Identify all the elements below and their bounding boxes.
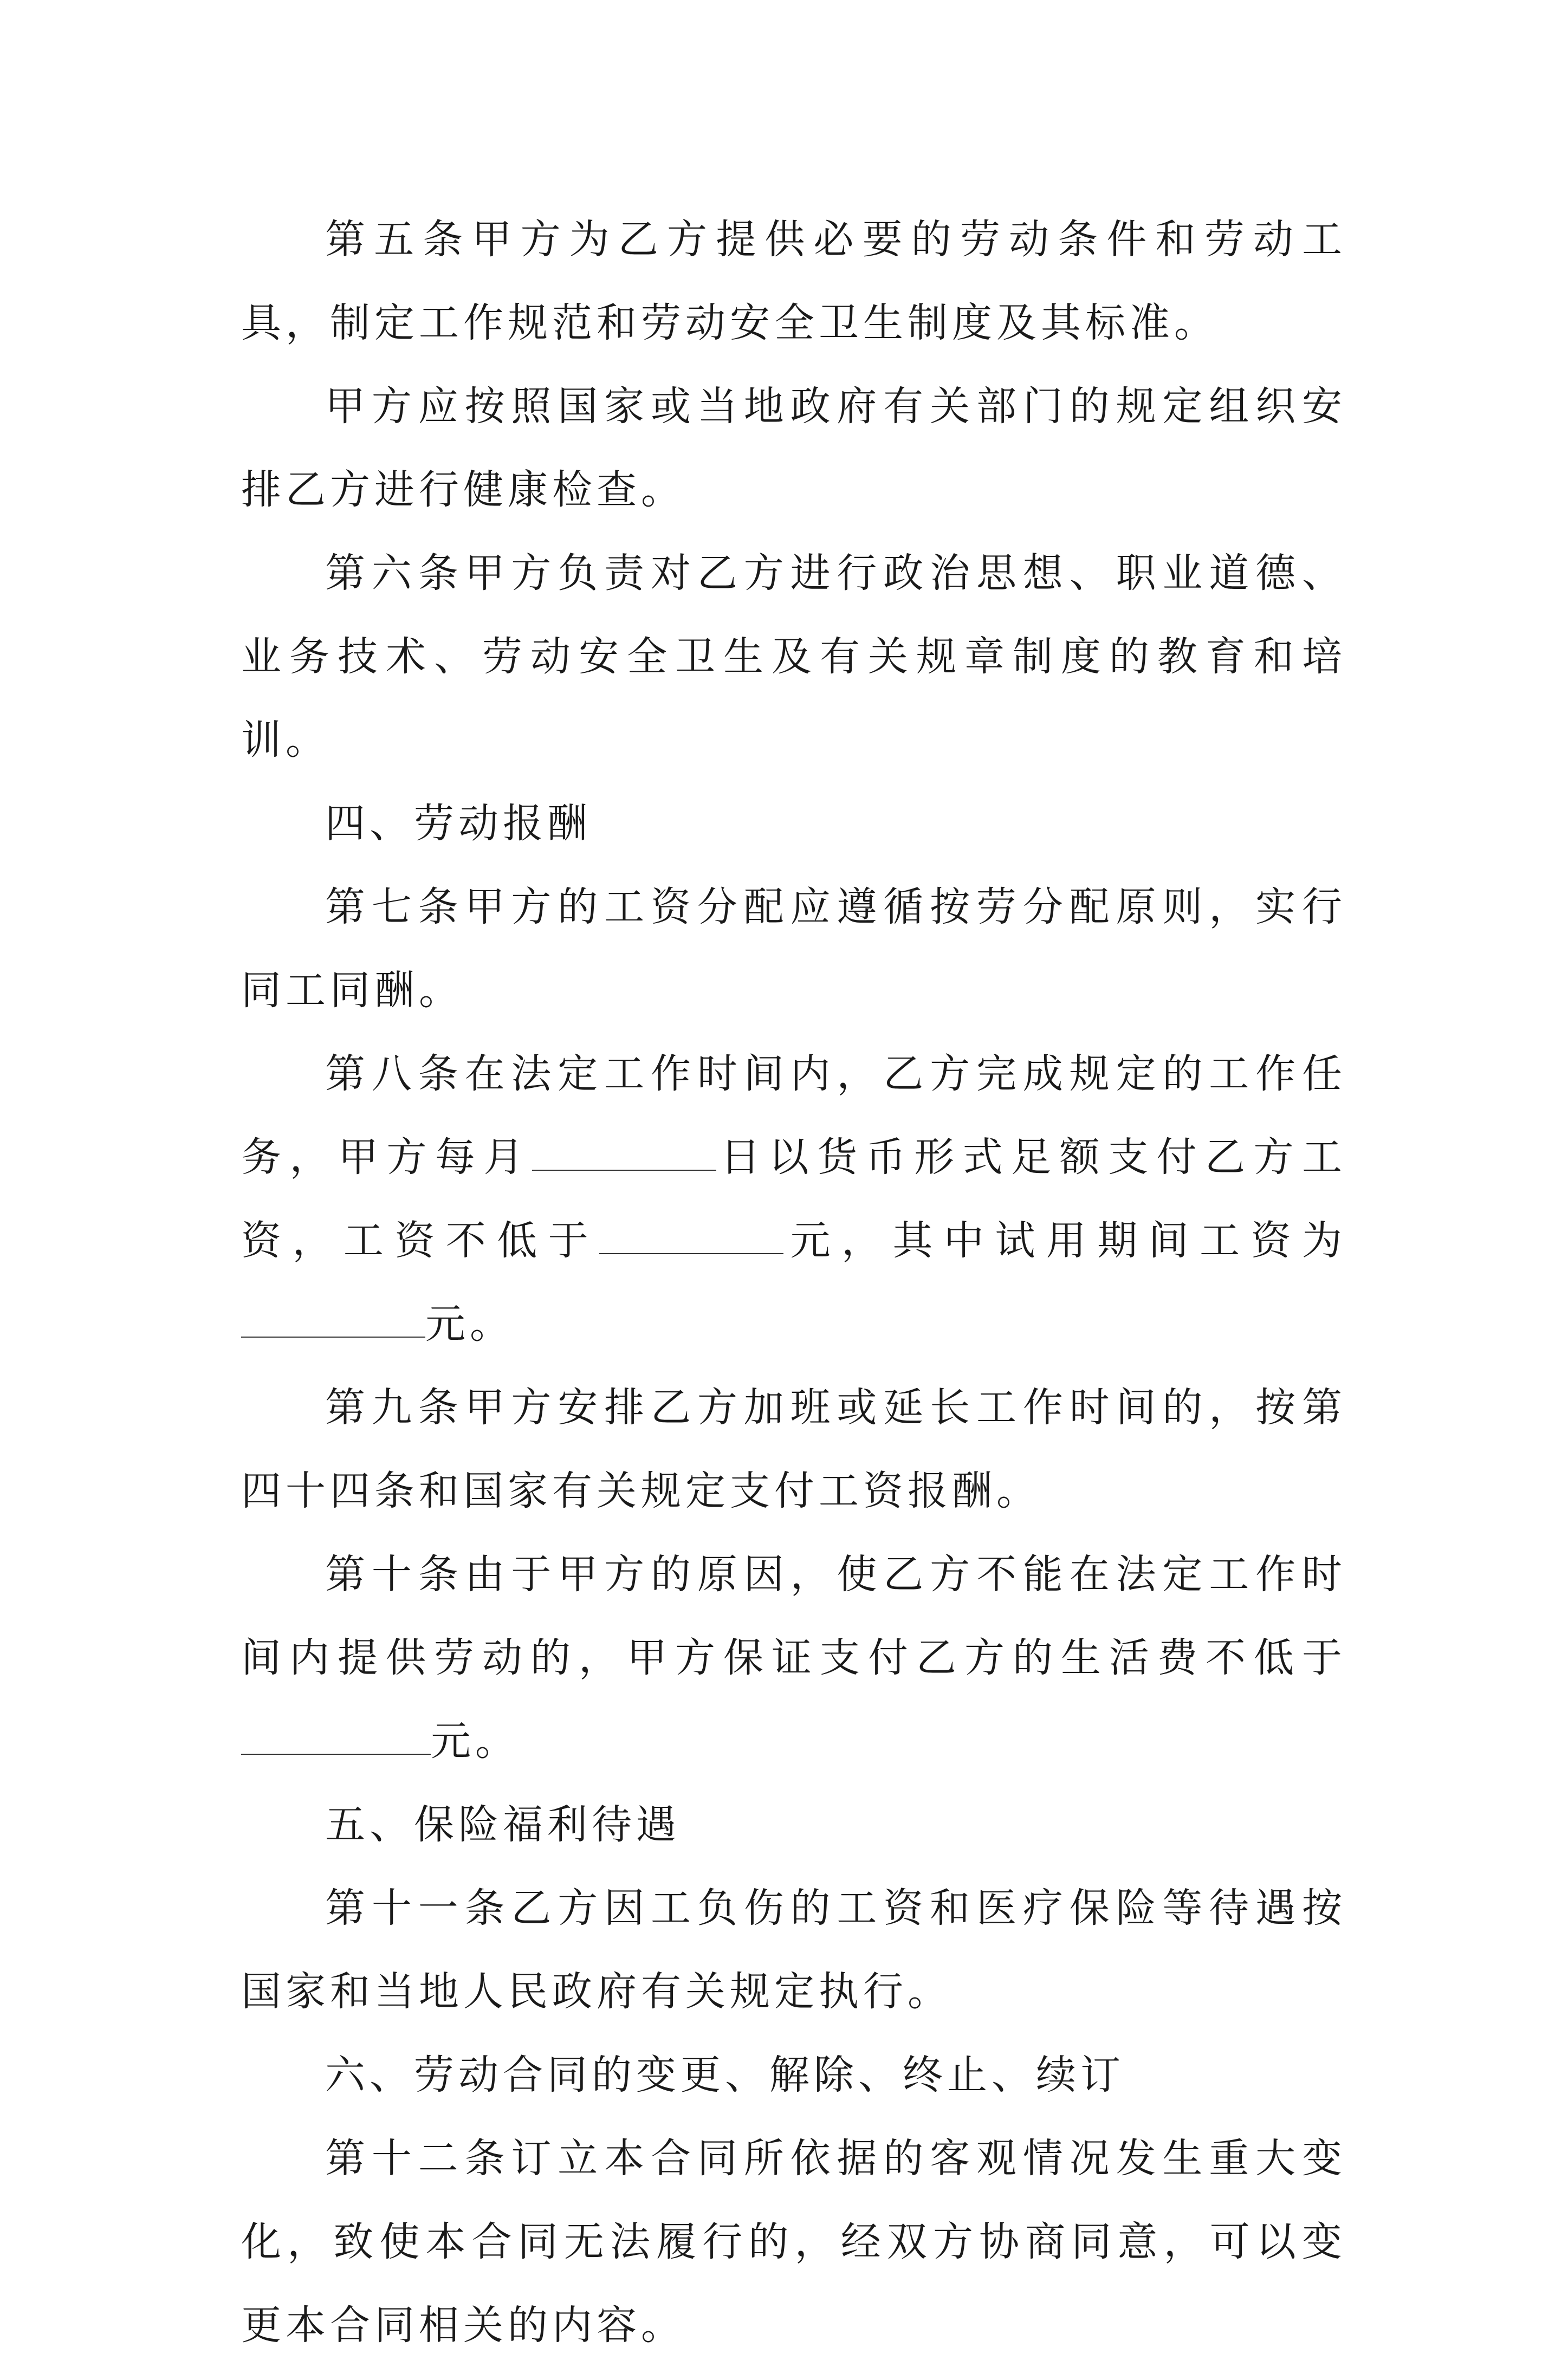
article-8-text-1: 第八条在法定工作时间内，乙方完成规定的工作任务，甲方每月 bbox=[241, 1050, 1346, 1181]
article-8-text-4: 元。 bbox=[425, 1301, 514, 1347]
article-8-text-3: 元，其中试用期间工资为 bbox=[783, 1217, 1347, 1264]
document-body bbox=[241, 198, 1346, 2367]
living-expense-blank[interactable] bbox=[241, 1720, 431, 1755]
article-7-paragraph: 第七条甲方的工资分配应遵循按劳分配原则，实行同工同酬。 bbox=[241, 884, 1346, 1014]
section-4-heading: 四、劳动报酬 bbox=[325, 800, 592, 847]
article-8-text-2: 日以货币形式足额支付乙方工资，工资不低于 bbox=[241, 1134, 1347, 1264]
article-10-text-2: 元。 bbox=[431, 1718, 520, 1765]
probation-wage-blank[interactable] bbox=[241, 1303, 425, 1338]
minimum-wage-blank[interactable] bbox=[599, 1220, 783, 1254]
article-10-paragraph bbox=[241, 1533, 1346, 1783]
article-12-paragraph: 第十二条订立本合同所依据的客观情况发生重大变化，致使本合同无法履行的，经双方协商同意，可以变更本合同相关的内容。 bbox=[241, 2135, 1346, 2349]
pay-day-blank[interactable] bbox=[532, 1136, 716, 1171]
article-5-health-check-paragraph: 甲方应按照国家或当地政府有关部门的规定组织安排乙方进行健康检查。 bbox=[241, 383, 1346, 513]
article-10-text-1: 第十条由于甲方的原因，使乙方不能在法定工作时间内提供劳动的，甲方保证支付乙方的生活费不低于 bbox=[241, 1551, 1346, 1681]
article-5-paragraph: 第五条甲方为乙方提供必要的劳动条件和劳动工具，制定工作规范和劳动安全卫生制度及其标准。 bbox=[241, 216, 1346, 346]
article-6-paragraph: 第六条甲方负责对乙方进行政治思想、职业道德、业务技术、劳动安全卫生及有关规章制度的教育和培训。 bbox=[241, 550, 1346, 763]
article-9-paragraph: 第九条甲方安排乙方加班或延长工作时间的，按第四十四条和国家有关规定支付工资报酬。 bbox=[241, 1384, 1346, 1514]
section-5-heading: 五、保险福利待遇 bbox=[325, 1801, 681, 1848]
article-8-paragraph bbox=[241, 1032, 1346, 1366]
article-11-paragraph: 第十一条乙方因工负伤的工资和医疗保险等待遇按国家和当地人民政府有关规定执行。 bbox=[241, 1885, 1346, 2015]
section-6-heading: 六、劳动合同的变更、解除、终止、续订 bbox=[325, 2052, 1125, 2098]
